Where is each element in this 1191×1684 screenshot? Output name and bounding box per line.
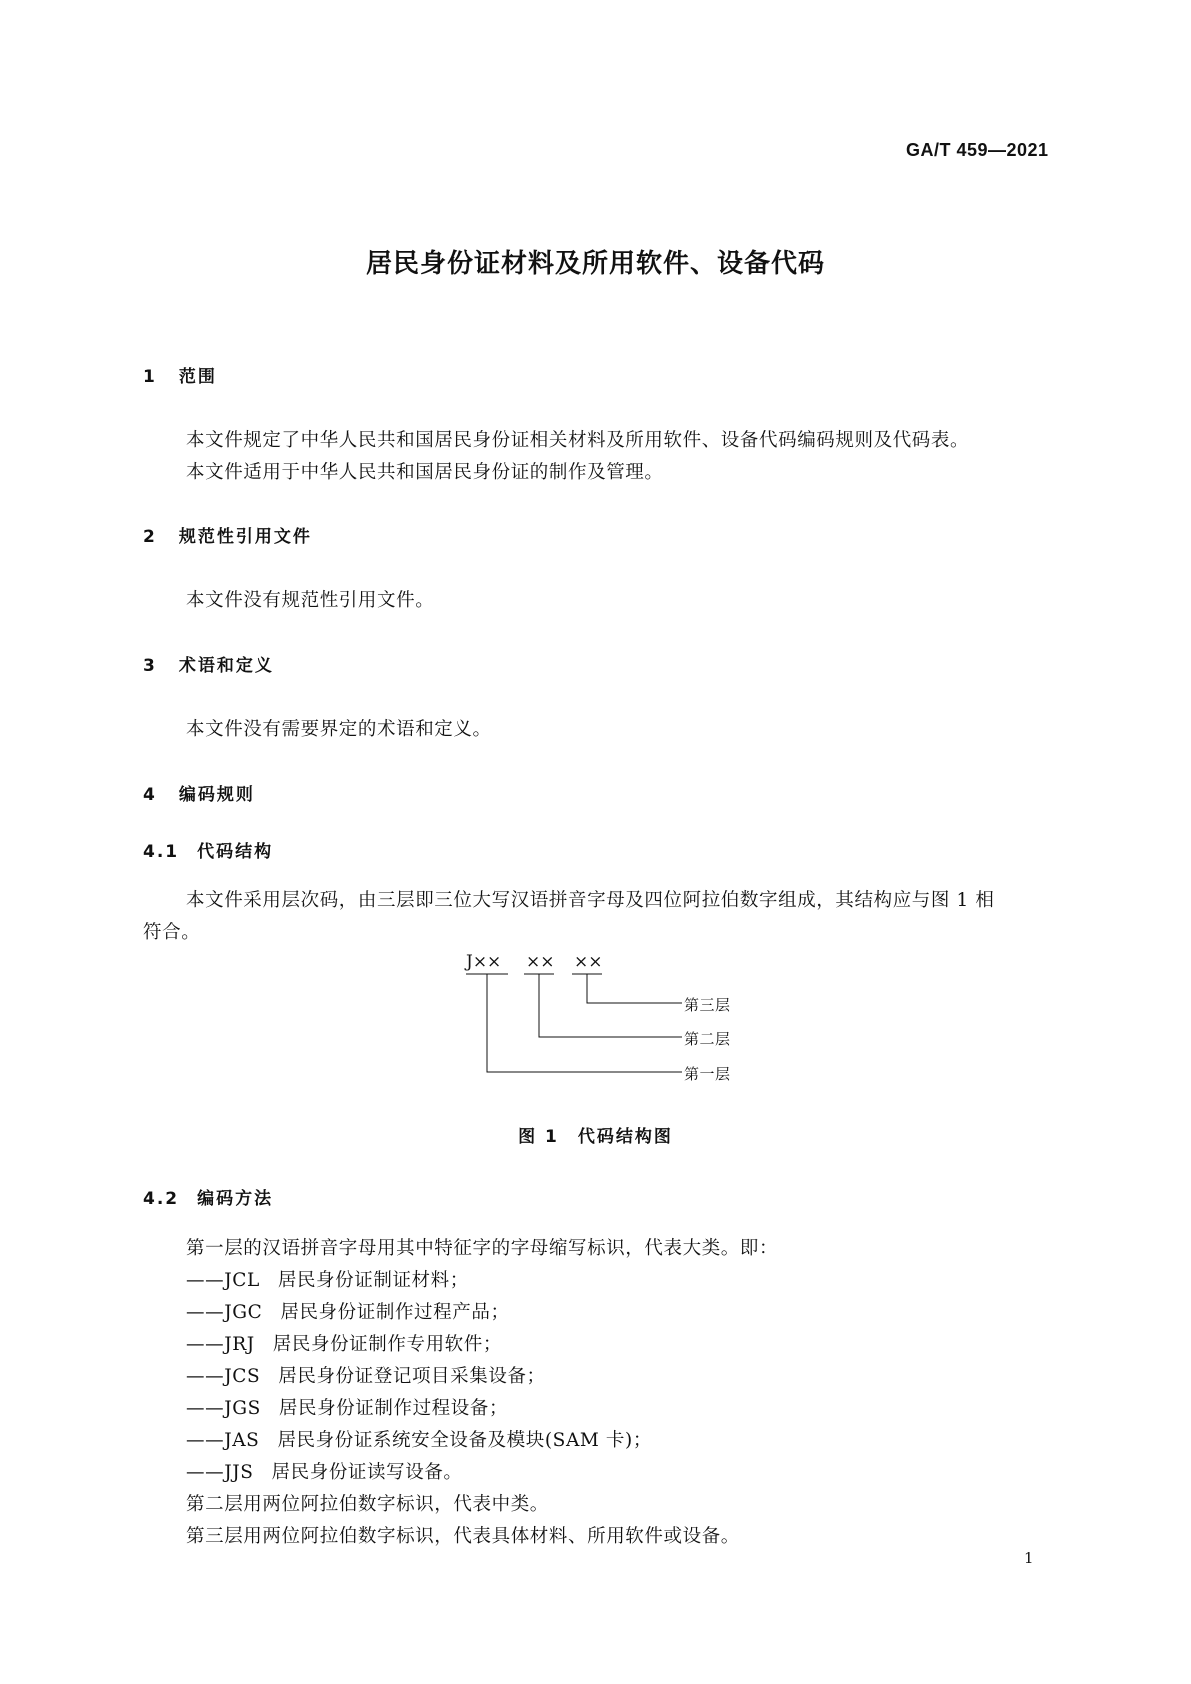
section-number: 4 — [143, 785, 157, 805]
list-item — [186, 1298, 510, 1324]
paragraph: 本文件适用于中华人民共和国居民身份证的制作及管理。 — [186, 462, 664, 483]
leader-line-layer-2 — [539, 974, 682, 1037]
paragraph: 第三层用两位阿拉伯数字标识，代表具体材料、所用软件或设备。 — [186, 1526, 740, 1547]
code-part-3: ×× — [574, 952, 603, 972]
list-item-code: ——JGS — [186, 1398, 261, 1419]
section-4-1-heading — [143, 837, 273, 862]
section-title: 编码方法 — [197, 1189, 274, 1209]
document-title: 居民身份证材料及所用软件、设备代码 — [365, 249, 825, 279]
paragraph: 本文件规定了中华人民共和国居民身份证相关材料及所用软件、设备代码编码规则及代码表。 — [186, 430, 970, 451]
figure-caption: 图 1 代码结构图 — [518, 1127, 673, 1147]
paragraph: 符合。 — [143, 922, 201, 943]
list-item-desc: 居民身份证系统安全设备及模块(SAM 卡)； — [277, 1430, 652, 1451]
paragraph: 本文件采用层次码，由三层即三位大写汉语拼音字母及四位阿拉伯数字组成，其结构应与图 1 相 — [186, 890, 995, 911]
section-1-heading — [143, 362, 217, 387]
list-item-code: ——JGC — [186, 1302, 263, 1323]
section-title: 范围 — [178, 367, 217, 387]
section-4-2-heading — [143, 1184, 273, 1209]
list-item-code: ——JRJ — [186, 1334, 255, 1355]
list-item-code: ——JJS — [186, 1462, 254, 1483]
section-number: 1 — [143, 367, 157, 387]
section-number: 2 — [143, 527, 157, 547]
list-item — [186, 1458, 463, 1484]
list-item — [186, 1426, 652, 1452]
list-item — [186, 1362, 546, 1388]
list-item-desc: 居民身份证制作过程产品； — [280, 1302, 510, 1323]
label-layer-2: 第二层 — [684, 1030, 731, 1048]
list-item — [186, 1394, 508, 1420]
list-item — [186, 1330, 502, 1356]
section-4-heading — [143, 780, 255, 805]
paragraph: 第二层用两位阿拉伯数字标识，代表中类。 — [186, 1494, 549, 1515]
leader-line-layer-1 — [487, 974, 682, 1072]
paragraph: 本文件没有规范性引用文件。 — [186, 590, 435, 611]
list-item-desc: 居民身份证读写设备。 — [271, 1462, 463, 1483]
code-part-2: ×× — [526, 952, 555, 972]
paragraph: 本文件没有需要界定的术语和定义。 — [186, 719, 492, 740]
standard-number: GA/T 459—2021 — [906, 140, 1049, 160]
section-number: 4.2 — [143, 1189, 180, 1209]
leader-line-layer-3 — [587, 974, 682, 1003]
label-layer-3: 第三层 — [684, 996, 731, 1014]
list-item-code: ——JCS — [186, 1366, 261, 1387]
list-item — [186, 1266, 469, 1292]
list-item-desc: 居民身份证制作过程设备； — [278, 1398, 509, 1419]
section-title: 术语和定义 — [178, 656, 274, 676]
list-item-desc: 居民身份证制证材料； — [277, 1270, 469, 1291]
code-part-1: J×× — [466, 952, 502, 972]
page-number: 1 — [1024, 1549, 1034, 1567]
list-item-desc: 居民身份证登记项目采集设备； — [278, 1366, 546, 1387]
list-item-code: ——JCL — [186, 1270, 260, 1291]
list-item-code: ——JAS — [186, 1430, 260, 1451]
section-title: 编码规则 — [178, 785, 255, 805]
paragraph: 第一层的汉语拼音字母用其中特征字的字母缩写标识，代表大类。即： — [186, 1238, 779, 1259]
section-title: 规范性引用文件 — [178, 527, 312, 547]
label-layer-1: 第一层 — [684, 1065, 731, 1083]
section-title: 代码结构 — [197, 842, 274, 862]
section-number: 3 — [143, 656, 157, 676]
section-3-heading — [143, 651, 274, 676]
section-2-heading — [143, 522, 312, 547]
section-number: 4.1 — [143, 842, 180, 862]
list-item-desc: 居民身份证制作专用软件； — [272, 1334, 502, 1355]
